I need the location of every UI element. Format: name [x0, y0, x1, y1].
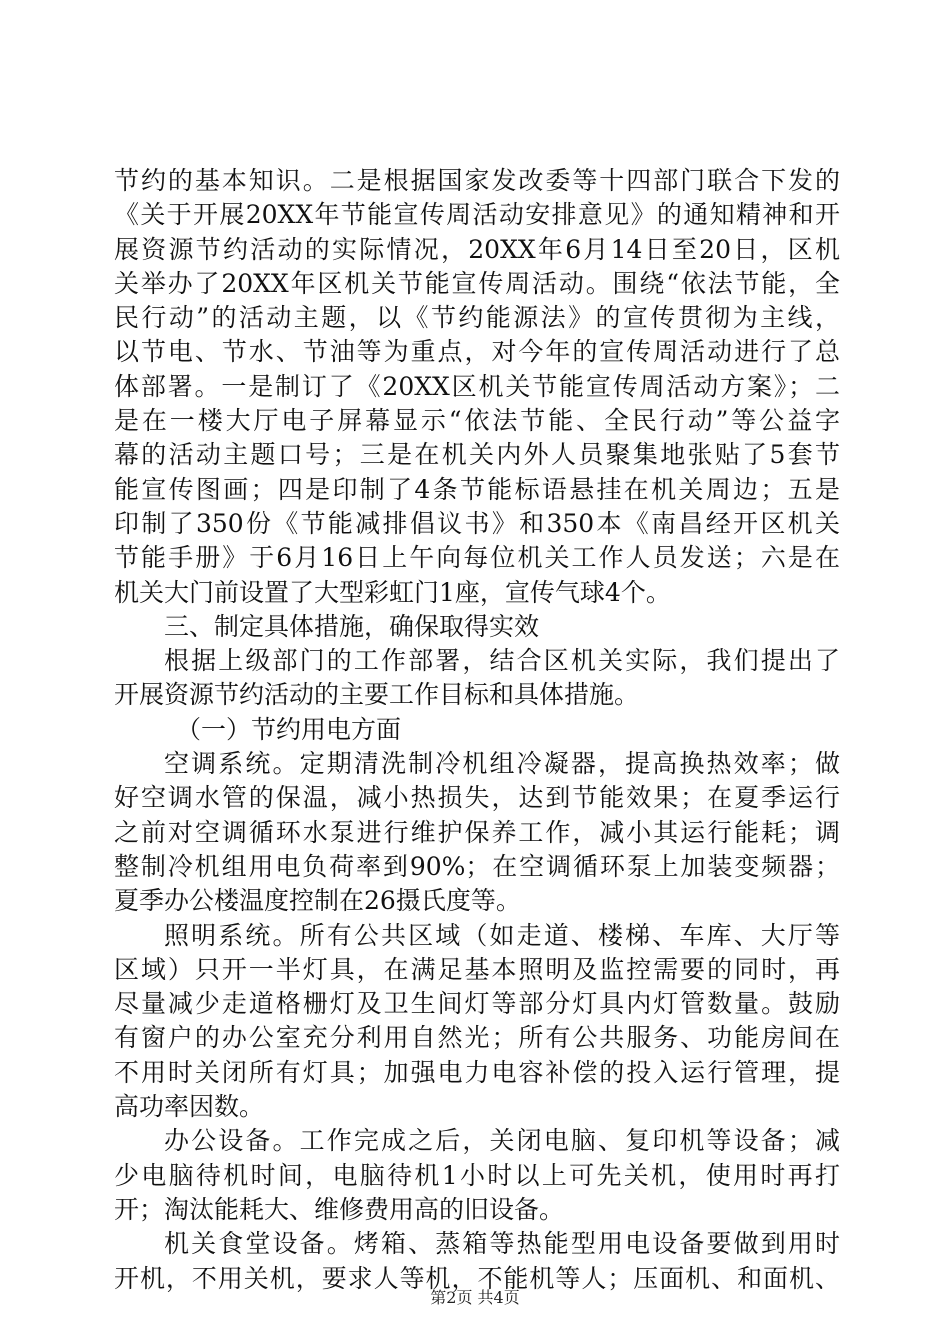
text-line: 少电脑待机时间，电脑待机1小时以上可先关机，使用时再打 [114, 1160, 840, 1190]
text-line: 高功率因数。 [114, 1092, 265, 1122]
page-footer: 第2页 共4页 [430, 1288, 520, 1307]
text-line: 开；淘汰能耗大、维修费用高的旧设备。 [114, 1194, 565, 1224]
text-line: 节能手册》于6月16日上午向每位机关工作人员发送；六是在 [114, 543, 840, 573]
text-line: 开机，不用关机，要求人等机，不能机等人；压面机、和面机、 [114, 1263, 840, 1293]
text-line: 好空调水管的保温，减小热损失，达到节能效果；在夏季运行 [114, 783, 840, 813]
text-line: 是在一楼大厅电子屏幕显示“依法节能、全民行动”等公益字 [114, 406, 840, 436]
section-heading: 三、制定具体措施，确保取得实效 [164, 611, 540, 641]
text-line: 尽量减少走道格栅灯及卫生间灯等部分灯具内灯管数量。鼓励 [114, 989, 840, 1019]
text-line: 夏季办公楼温度控制在26摄氏度等。 [114, 886, 521, 916]
text-line: 区域）只开一半灯具，在满足基本照明及监控需要的同时，再 [114, 954, 840, 984]
text-line: 以节电、节水、节油等为重点，对今年的宣传周活动进行了总 [114, 337, 840, 367]
text-line: 整制冷机组用电负荷率到90%；在空调循环泵上加装变频器； [114, 851, 840, 881]
text-line: 根据上级部门的工作部署，结合区机关实际，我们提出了 [164, 646, 840, 676]
text-line: 印制了350份《节能减排倡议书》和350本《南昌经开区机关 [114, 508, 840, 538]
subsection-heading: （一）节约用电方面 [176, 714, 402, 744]
body-text [114, 164, 840, 1296]
text-line: 空调系统。定期清洗制冷机组冷凝器，提高换热效率；做 [164, 749, 840, 779]
text-line: 照明系统。所有公共区域（如走道、楼梯、车库、大厅等 [164, 920, 840, 950]
text-line: 能宣传图画；四是印制了4条节能标语悬挂在机关周边；五是 [114, 474, 840, 504]
text-line: 之前对空调循环水泵进行维护保养工作，减小其运行能耗；调 [114, 817, 840, 847]
text-line: 开展资源节约活动的主要工作目标和具体措施。 [114, 680, 640, 710]
text-line: 节约的基本知识。二是根据国家发改委等十四部门联合下发的 [114, 166, 840, 195]
text-line: 展资源节约活动的实际情况，20XX年6月14日至20日，区机 [114, 234, 840, 264]
text-line: 机关食堂设备。烤箱、蒸箱等热能型用电设备要做到用时 [164, 1229, 840, 1259]
text-line: 民行动”的活动主题，以《节约能源法》的宣传贯彻为主线， [114, 303, 840, 333]
text-line: 机关大门前设置了大型彩虹门1座，宣传气球4个。 [114, 577, 671, 607]
text-line: 关举办了20XX年区机关节能宣传周活动。围绕“依法节能，全 [114, 268, 840, 298]
text-line: 《关于开展20XX年节能宣传周活动安排意见》的通知精神和开 [114, 200, 840, 230]
text-line: 体部署。一是制订了《20XX区机关节能宣传周活动方案》；二 [114, 371, 840, 401]
text-line: 幕的活动主题口号；三是在机关内外人员聚集地张贴了5套节 [114, 440, 840, 470]
text-line: 有窗户的办公室充分利用自然光；所有公共服务、功能房间在 [114, 1023, 840, 1053]
text-line: 不用时关闭所有灯具；加强电力电容补偿的投入运行管理，提 [114, 1057, 840, 1087]
text-line: 办公设备。工作完成之后，关闭电脑、复印机等设备；减 [164, 1126, 840, 1156]
